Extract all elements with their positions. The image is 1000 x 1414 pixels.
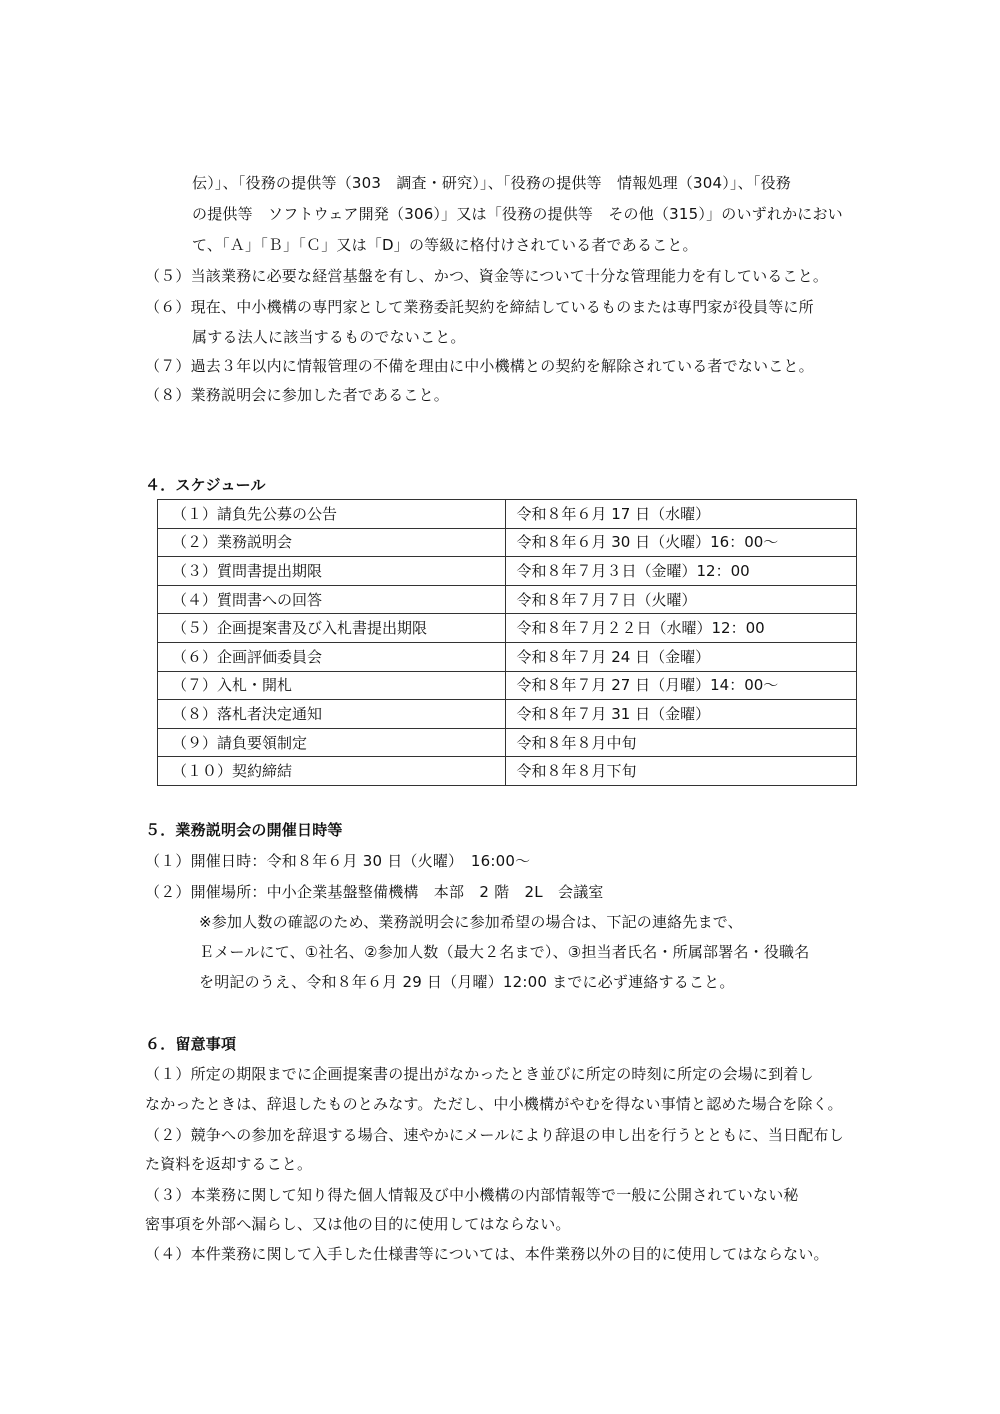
notes-item-1-line-2: なかったときは、辞退したものとみなす。ただし、中小機構がやむを得ない事情と認めた場合を除く。 [145,1095,843,1113]
qualification-item-7: （７）過去３年以内に情報管理の不備を理由に中小機構との契約を解除されている者でないこと。 [145,357,814,375]
qualification-text-line-1: 伝）」、「役務の提供等（303 調査・研究）」、「役務の提供等 情報処理（304）」、「役務 [192,174,791,192]
table-row [158,642,857,671]
schedule-date: 令和８年６月 17 日（水曜） [506,500,857,529]
schedule-table [157,499,857,786]
schedule-item: （５）企画提案書及び入札書提出期限 [158,614,506,643]
schedule-item: （８）落札者決定通知 [158,700,506,729]
notes-item-3-line-2: 密事項を外部へ漏らし、又は他の目的に使用してはならない。 [145,1215,571,1233]
qualification-item-6-line-1: （６）現在、中小機構の専門家として業務委託契約を締結しているものまたは専門家が役員等に所 [145,298,814,316]
schedule-item: （３）質問書提出期限 [158,557,506,586]
qualification-item-5: （５）当該業務に必要な経営基盤を有し、かつ、資金等について十分な管理能力を有していること。 [145,267,829,285]
schedule-date: 令和８年８月下旬 [506,757,857,786]
schedule-date: 令和８年７月７日（火曜） [506,585,857,614]
briefing-heading: ５．業務説明会の開催日時等 [145,821,343,839]
qualification-text-line-3: て、「Ａ」「Ｂ」「Ｃ」又は「D」の等級に格付けされている者であること。 [192,236,698,254]
schedule-item: （２）業務説明会 [158,528,506,557]
briefing-venue: （２）開催場所：中小企業基盤整備機構 本部 2 階 2L 会議室 [145,883,604,901]
table-row [158,557,857,586]
qualification-text-line-2: の提供等 ソフトウェア開発（306）」又は「役務の提供等 その他（315）」のいずれかにおい [192,205,843,223]
schedule-date: 令和８年６月 30 日（火曜）16：00～ [506,528,857,557]
table-row [158,528,857,557]
notes-item-3-line-1: （３）本業務に関して知り得た個人情報及び中小機構の内部情報等で一般に公開されていない秘 [145,1186,799,1204]
schedule-date: 令和８年７月 24 日（金曜） [506,642,857,671]
schedule-item: （９）請負要領制定 [158,728,506,757]
table-row [158,700,857,729]
briefing-note-line-2: Ｅメールにて、①社名、②参加人数（最大２名まで）、③担当者氏名・所属部署名・役職名 [199,943,810,961]
schedule-date: 令和８年７月 31 日（金曜） [506,700,857,729]
schedule-date: 令和８年８月中旬 [506,728,857,757]
schedule-date: 令和８年７月３日（金曜）12：00 [506,557,857,586]
schedule-date: 令和８年７月２２日（水曜）12：00 [506,614,857,643]
schedule-item: （１０）契約締結 [158,757,506,786]
briefing-datetime: （１）開催日時：令和８年６月 30 日（火曜） 16:00～ [145,852,531,870]
table-row [158,614,857,643]
schedule-item: （１）請負先公募の公告 [158,500,506,529]
notes-item-2-line-2: た資料を返却すること。 [145,1155,313,1173]
notes-item-2-line-1: （２）競争への参加を辞退する場合、速やかにメールにより辞退の申し出を行うとともに、当日配布し [145,1126,844,1144]
briefing-note-line-1: ※参加人数の確認のため、業務説明会に参加希望の場合は、下記の連絡先まで、 [199,913,743,931]
table-row [158,671,857,700]
notes-item-1-line-1: （１）所定の期限までに企画提案書の提出がなかったとき並びに所定の時刻に所定の会場に到着し [145,1065,814,1083]
schedule-item: （７）入札・開札 [158,671,506,700]
table-row [158,500,857,529]
table-row [158,585,857,614]
notes-heading: ６．留意事項 [145,1035,237,1053]
table-row [158,757,857,786]
schedule-item: （６）企画評価委員会 [158,642,506,671]
schedule-item: （４）質問書への回答 [158,585,506,614]
schedule-heading: ４．スケジュール [145,476,266,494]
table-row [158,728,857,757]
schedule-date: 令和８年７月 27 日（月曜）14：00～ [506,671,857,700]
qualification-item-8: （８）業務説明会に参加した者であること。 [145,386,450,404]
briefing-note-line-3: を明記のうえ、令和８年６月 29 日（月曜）12:00 までに必ず連絡すること。 [199,973,735,991]
qualification-item-6-line-2: 属する法人に該当するものでないこと。 [192,328,466,346]
notes-item-4: （４）本件業務に関して入手した仕様書等については、本件業務以外の目的に使用してはならない。 [145,1245,829,1263]
